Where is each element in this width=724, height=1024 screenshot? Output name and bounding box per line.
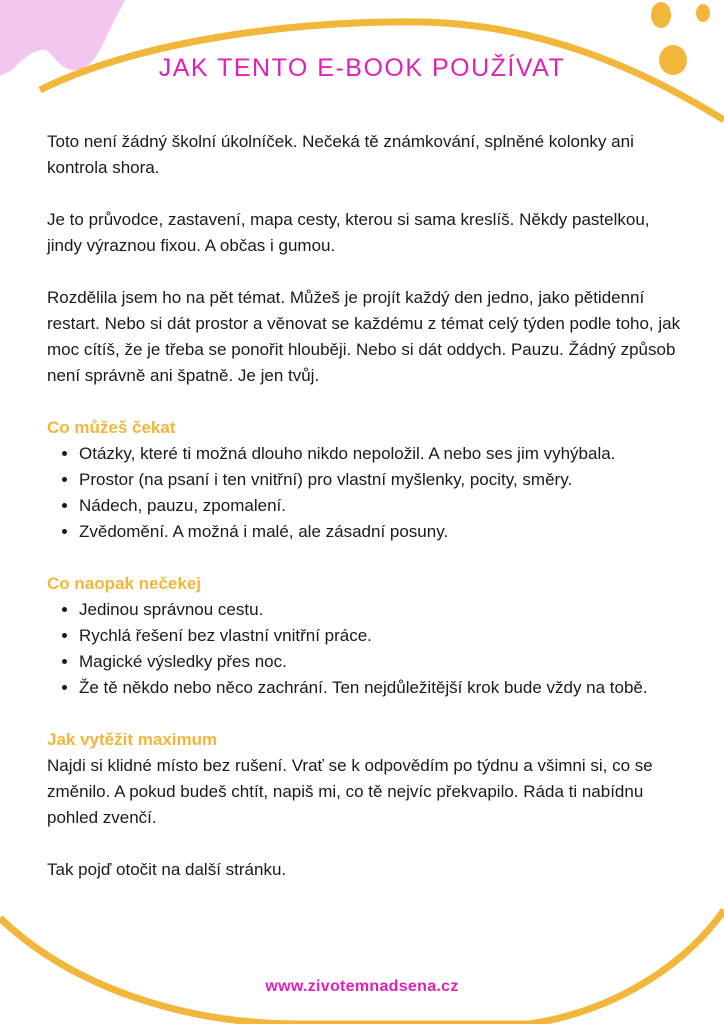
yellow-dot-medium bbox=[651, 2, 671, 28]
section-heading-expect: Co můžeš čekat bbox=[47, 418, 176, 437]
list-item: • Magické výsledky přes noc. bbox=[79, 649, 687, 675]
list-item: • Nádech, pauzu, zpomalení. bbox=[79, 493, 687, 519]
dont-expect-list bbox=[47, 597, 687, 701]
section-heading-maximum: Jak vytěžit maximum bbox=[47, 730, 218, 749]
intro-paragraph: Je to průvodce, zastavení, mapa cesty, kterou si sama kreslíš. Někdy pastelkou, jindy výraznou fixou. A občas i gumou. bbox=[47, 210, 650, 255]
page-title: JAK TENTO E-BOOK POUŽÍVAT bbox=[158, 54, 566, 82]
intro-paragraph: Toto není žádný školní úkolníček. Nečeká tě známkování, splněné kolonky ani kontrola shora. bbox=[47, 132, 634, 177]
yellow-dot-small bbox=[696, 4, 710, 22]
list-item: • Že tě někdo nebo něco zachrání. Ten nejdůležitější krok bude vždy na tobě. bbox=[79, 675, 687, 701]
list-item: • Rychlá řešení bez vlastní vnitřní práce. bbox=[79, 623, 687, 649]
website-link[interactable]: www.zivotemnadsena.cz bbox=[265, 978, 459, 995]
section-heading-dont-expect: Co naopak nečekej bbox=[47, 574, 202, 593]
yellow-arc-bottom bbox=[0, 910, 724, 1024]
intro-paragraph: Rozdělila jsem ho na pět témat. Můžeš je projít každý den jedno, jako pětidenní restart. Nebo si dát prostor a věnovat se každému z témat celý týden podle toho, jak moc cítíš, že je třeba se ponořit hlouběji. Nebo si dát oddych. Pauzu. Žádný způsob není správně ani špatně. Je jen tvůj. bbox=[47, 288, 681, 385]
main-content bbox=[47, 129, 687, 909]
list-item: • Zvědomění. A možná i malé, ale zásadní posuny. bbox=[79, 519, 687, 545]
list-item: • Jedinou správnou cestu. bbox=[79, 597, 687, 623]
list-item: • Prostor (na psaní i ten vnitřní) pro vlastní myšlenky, pocity, směry. bbox=[79, 467, 687, 493]
expect-list bbox=[47, 441, 687, 545]
closing-paragraph: Tak pojď otočit na další stránku. bbox=[47, 860, 287, 879]
list-item: • Otázky, které ti možná dlouho nikdo nepoložil. A nebo ses jim vyhýbala. bbox=[79, 441, 687, 467]
maximum-paragraph: Najdi si klidné místo bez rušení. Vrať se k odpovědím po týdnu a všimni si, co se změnilo. A pokud budeš chtít, napiš mi, co tě nejvíc překvapilo. Ráda ti nabídnu pohled zvenčí. bbox=[47, 756, 653, 827]
